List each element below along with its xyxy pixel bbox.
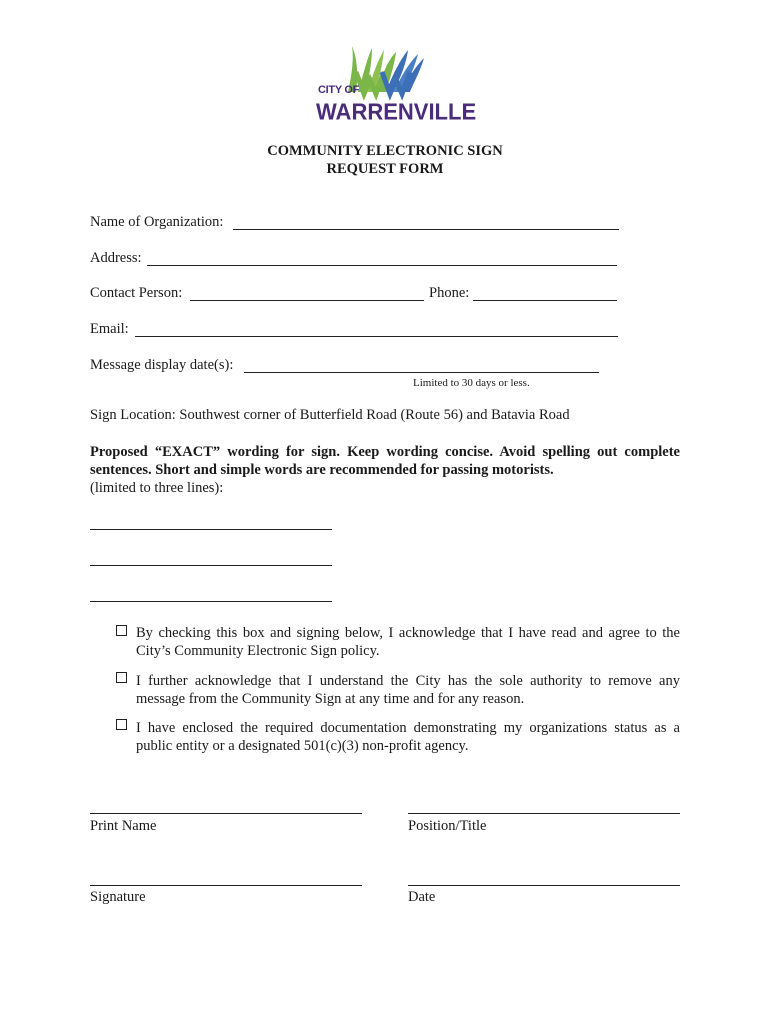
wording-instruction: Proposed “EXACT” wording for sign. Keep wording concise. Avoid spelling out complete sentences. Short and simple words are recommended for passing motorists. (90, 444, 680, 478)
signature-label: Signature (90, 889, 146, 905)
address-field[interactable] (147, 265, 617, 266)
phone-field[interactable] (473, 300, 617, 301)
organization-label: Name of Organization: (90, 214, 224, 230)
print-name-field[interactable] (90, 813, 362, 814)
date-field[interactable] (408, 885, 680, 886)
form-title-line1: COMMUNITY ELECTRONIC SIGN (267, 143, 503, 159)
logo-city-name: WARRENVILLE (316, 98, 477, 125)
email-field[interactable] (135, 336, 618, 337)
policy-agreement-text: By checking this box and signing below, I acknowledge that I have read and agree to the City’s Community Electronic Sign policy. (136, 625, 680, 659)
logo-city-of: CITY OF (318, 84, 360, 96)
address-label: Address: (90, 250, 142, 266)
display-dates-note: Limited to 30 days or less. (413, 377, 530, 389)
form-title-line2: REQUEST FORM (326, 161, 444, 177)
email-label: Email: (90, 321, 129, 337)
position-title-field[interactable] (408, 813, 680, 814)
phone-label: Phone: (429, 285, 470, 301)
wording-line-3[interactable] (90, 601, 332, 602)
signature-field[interactable] (90, 885, 362, 886)
removal-authority-text: I further acknowledge that I understand the City has the sole authority to remove any message from the Community Sign at any time and for any reason. (136, 673, 680, 707)
documentation-checkbox[interactable] (116, 719, 127, 730)
removal-authority-checkbox[interactable] (116, 672, 127, 683)
documentation-text: I have enclosed the required documentation demonstrating my organizations status as a public entity or a designated 501(c)(3) non-profit agency. (136, 720, 680, 754)
contact-person-field[interactable] (190, 300, 424, 301)
display-dates-label: Message display date(s): (90, 357, 234, 373)
print-name-label: Print Name (90, 818, 157, 834)
organization-field[interactable] (233, 229, 619, 230)
position-title-label: Position/Title (408, 818, 487, 834)
wording-line-1[interactable] (90, 529, 332, 530)
display-dates-field[interactable] (244, 372, 599, 373)
contact-person-label: Contact Person: (90, 285, 183, 301)
wording-line-2[interactable] (90, 565, 332, 566)
sign-location: Sign Location: Southwest corner of Butterfield Road (Route 56) and Batavia Road (90, 407, 570, 423)
policy-agreement-checkbox[interactable] (116, 625, 127, 636)
date-label: Date (408, 889, 436, 905)
wording-limit: (limited to three lines): (90, 480, 224, 496)
